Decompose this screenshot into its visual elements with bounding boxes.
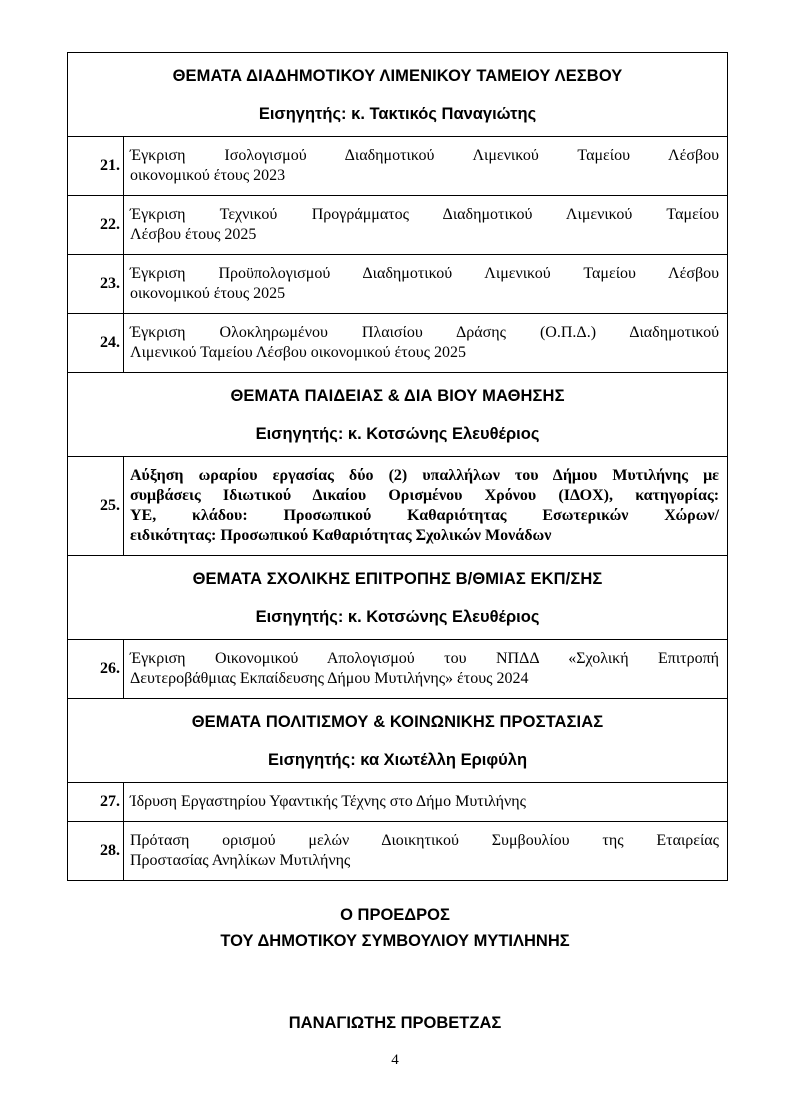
item-text-line: Αύξηση ωραρίου εργασίας δύο (2) υπαλλήλων του Δήμου Μυτιλήνης με (130, 467, 720, 484)
item-text (124, 783, 728, 822)
section-header (68, 373, 728, 457)
section-header-row (68, 373, 728, 457)
item-number: 22. (68, 196, 124, 255)
item-text-line: οικονομικού έτους 2025 (130, 285, 286, 302)
item-text (124, 196, 728, 255)
item-number: 24. (68, 314, 124, 373)
section-title: ΘΕΜΑΤΑ ΣΧΟΛΙΚΗΣ ΕΠΙΤΡΟΠΗΣ Β/ΘΜΙΑΣ ΕΚΠ/ΣΗΣ (192, 569, 603, 588)
agenda-table (67, 52, 728, 881)
agenda-item-row (68, 137, 728, 196)
agenda-item-row (68, 640, 728, 699)
signature-role-line1: Ο ΠΡΟΕΔΡΟΣ (340, 906, 450, 924)
section-rapporteur: Εισηγητής: κ. Τακτικός Παναγιώτης (258, 104, 537, 123)
section-rapporteur: Εισηγητής: κ. Κοτσώνης Ελευθέριος (255, 424, 540, 443)
agenda-item-row (68, 255, 728, 314)
item-text-line: Προστασίας Ανηλίκων Μυτιλήνης (130, 852, 351, 869)
signature-role-line2: ΤΟΥ ΔΗΜΟΤΙΚΟΥ ΣΥΜΒΟΥΛΙΟΥ ΜΥΤΙΛΗΝΗΣ (220, 932, 570, 950)
agenda-item-row (68, 783, 728, 822)
item-text-line: οικονομικού έτους 2023 (130, 167, 286, 184)
item-text (124, 314, 728, 373)
item-text (124, 822, 728, 881)
section-header (68, 699, 728, 783)
item-text-line: Πρόταση ορισμού μελών Διοικητικού Συμβουλίου της Εταιρείας (130, 832, 720, 849)
section-rapporteur: Εισηγητής: κα Χιωτέλλη Εριφύλη (267, 750, 528, 769)
item-text-line: Λέσβου έτους 2025 (130, 226, 257, 243)
item-text (124, 640, 728, 699)
section-title: ΘΕΜΑΤΑ ΔΙΑΔΗΜΟΤΙΚΟΥ ΛΙΜΕΝΙΚΟΥ ΤΑΜΕΙΟΥ ΛΕΣΒΟΥ (172, 66, 623, 85)
section-title: ΘΕΜΑΤΑ ΠΑΙΔΕΙΑΣ & ΔΙΑ ΒΙΟΥ ΜΑΘΗΣΗΣ (230, 386, 565, 405)
item-text (124, 457, 728, 556)
item-number: 25. (68, 457, 124, 556)
item-text-line: ειδικότητας: Προσωπικού Καθαριότητας Σχολικών Μονάδων (130, 527, 552, 544)
section-header (68, 53, 728, 137)
signature-name: ΠΑΝΑΓΙΩΤΗΣ ΠΡΟΒΕΤΖΑΣ (288, 1014, 502, 1032)
item-text (124, 255, 728, 314)
item-number: 27. (68, 783, 124, 822)
section-header-row (68, 53, 728, 137)
item-text-line: Έγκριση Οικονομικού Απολογισμού του ΝΠΔΔ «Σχολική Επιτροπή (130, 650, 720, 667)
agenda-item-row (68, 822, 728, 881)
item-text-line: Δευτεροβάθμιας Εκπαίδευσης Δήμου Μυτιλήνης» έτους 2024 (130, 670, 529, 687)
section-title: ΘΕΜΑΤΑ ΠΟΛΙΤΙΣΜΟΥ & ΚΟΙΝΩΝΙΚΗΣ ΠΡΟΣΤΑΣΙΑΣ (191, 712, 604, 731)
item-text-line: Έγκριση Ολοκληρωμένου Πλαισίου Δράσης (Ο.Π.Δ.) Διαδημοτικού (130, 324, 720, 341)
item-text-line: Ίδρυση Εργαστηρίου Υφαντικής Τέχνης στο Δήμο Μυτιλήνης (130, 793, 526, 810)
item-text-line: Έγκριση Προϋπολογισμού Διαδημοτικού Λιμενικού Ταμείου Λέσβου (130, 265, 720, 282)
page-number: 4 (391, 1052, 399, 1068)
item-text-line: Έγκριση Τεχνικού Προγράμματος Διαδημοτικού Λιμενικού Ταμείου (130, 206, 720, 223)
item-text-line: ΥΕ, κλάδου: Προσωπικού Καθαριότητας Εσωτερικών Χώρων/ (130, 507, 720, 524)
item-number: 21. (68, 137, 124, 196)
section-header (68, 556, 728, 640)
agenda-item-row (68, 457, 728, 556)
item-text-line: Έγκριση Ισολογισμού Διαδημοτικού Λιμενικού Ταμείου Λέσβου (130, 147, 720, 164)
agenda-item-row (68, 314, 728, 373)
section-header-row (68, 556, 728, 640)
section-header-row (68, 699, 728, 783)
item-text (124, 137, 728, 196)
section-rapporteur: Εισηγητής: κ. Κοτσώνης Ελευθέριος (255, 607, 540, 626)
item-number: 23. (68, 255, 124, 314)
item-text-line: συμβάσεις Ιδιωτικού Δικαίου Ορισμένου Χρόνου (ΙΔΟΧ), κατηγορίας: (130, 487, 720, 504)
item-number: 28. (68, 822, 124, 881)
item-number: 26. (68, 640, 124, 699)
item-text-line: Λιμενικού Ταμείου Λέσβου οικονομικού έτους 2025 (130, 344, 466, 361)
agenda-item-row (68, 196, 728, 255)
